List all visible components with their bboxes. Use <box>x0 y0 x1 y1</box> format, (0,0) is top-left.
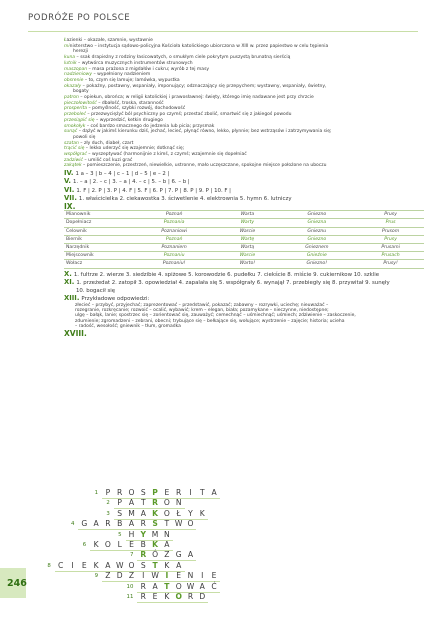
case-name: Dopełniacz <box>64 219 130 227</box>
crossword-cell: I <box>137 571 149 582</box>
crossword-cell: Ć <box>208 582 220 593</box>
crossword-cell: K <box>149 540 161 551</box>
crossword-cell: E <box>173 571 185 582</box>
glossary-definition: bogaty <box>73 89 89 95</box>
crossword-cell: D <box>196 592 208 603</box>
glossary-definition: – lekko uderzyć się wzajemnie; dotknąć się; <box>84 146 185 152</box>
glossary-entry <box>64 124 424 129</box>
crossword-cell: R <box>114 488 126 499</box>
glossary-term: obsrenie <box>64 77 84 83</box>
declined-form: Warto! <box>218 260 276 268</box>
crossword-cell: A <box>149 582 161 593</box>
header-divider <box>28 31 418 32</box>
declined-form: Prus <box>357 219 424 227</box>
declined-form: Poznaniowi <box>130 227 218 235</box>
glossary-entry <box>64 84 424 89</box>
glossary-term: trącić się <box>64 146 85 152</box>
crossword-cell: Z <box>102 571 114 582</box>
answer-xi: XI. 1. przeżedat 2. zatopił 3. opowiedział 4. zapalała się 5. współgrały 6. wynajął 7. przebiegły się 8. przywitał 9. sunęły <box>64 278 390 287</box>
crossword-cell: R <box>137 582 149 593</box>
answer-x: X. 1. fultrze 2. wierze 3. siedzibie 4. spiżowe 5. korowodzie 6. pudełku 7. ciekście 8. miście 9. cukiernikow 10. szklie <box>64 269 380 278</box>
declined-form: Prusy <box>357 211 424 219</box>
crossword-cell: I <box>67 561 79 572</box>
crossword-cell: K <box>196 509 208 520</box>
crossword-cell: O <box>126 561 138 572</box>
crossword-cell: L <box>114 540 126 551</box>
glossary-entry <box>64 152 424 157</box>
crossword-cell: P <box>102 488 114 499</box>
declined-form: Gnieznem <box>276 244 357 252</box>
crossword-row-number: 11 <box>126 594 134 600</box>
declined-form: Warta <box>218 211 276 219</box>
crossword-cell: A <box>90 519 102 530</box>
crossword-cell: R <box>149 498 161 509</box>
declined-form: Gnieznu <box>276 227 357 235</box>
crossword-row <box>102 488 220 498</box>
crossword-cell: Z <box>161 550 173 561</box>
declined-form: Poznania <box>130 219 218 227</box>
answer-xviii-label: XVIII. <box>64 328 87 338</box>
glossary-entry <box>64 129 424 134</box>
glossary-term: maszopan <box>64 66 88 72</box>
declined-form: Warcie <box>218 252 276 260</box>
crossword-cell: O <box>161 498 173 509</box>
glossary-term: współgrać <box>64 152 87 158</box>
glossary-definition: – umilić coś kuzi grać <box>83 157 133 163</box>
declined-form: Prusy! <box>357 260 424 268</box>
crossword-cell: B <box>114 519 126 530</box>
crossword-cell: T <box>149 561 161 572</box>
crossword-cell: R <box>137 519 149 530</box>
glossary-entry <box>64 78 424 83</box>
glossary-entry <box>64 106 424 111</box>
declined-form: Poznań <box>130 211 218 219</box>
answer-vii: VII. 1. właścicielka 2. ciekawostka 3. ściwetlenie 4. elektrownia 5. hymn 6. lutniczy <box>64 194 292 203</box>
declined-form: Poznań <box>130 235 218 243</box>
crossword-cell: W <box>185 582 197 593</box>
crossword-row-number: 7 <box>129 552 134 559</box>
declined-form: Warty <box>218 219 276 227</box>
crossword-cell: O <box>102 540 114 551</box>
crossword-cell: K <box>161 592 173 603</box>
glossary-entry <box>64 61 424 66</box>
glossary-term: przesiąpić się <box>64 117 95 123</box>
crossword-cell: Z <box>126 571 138 582</box>
declined-form: Warcie <box>218 227 276 235</box>
crossword-cell: Ł <box>173 509 185 520</box>
crossword-cell: A <box>102 561 114 572</box>
crossword-row <box>126 530 173 540</box>
crossword-row-number: 3 <box>106 510 110 517</box>
declension-table <box>64 210 424 268</box>
declined-form: Poznaniu! <box>130 260 218 268</box>
glossary-definition: – coś bardzo smacznego do jedzenia lub picia; przysmak <box>85 123 215 129</box>
declined-form: Prusach <box>357 252 424 260</box>
crossword-cell: A <box>185 550 197 561</box>
crossword-cell: S <box>114 509 126 520</box>
declined-form: Gniezno <box>276 211 357 219</box>
crossword-cell: P <box>149 488 161 499</box>
crossword-cell: O <box>185 519 197 530</box>
crossword-cell: E <box>161 488 173 499</box>
case-name: Celownik <box>64 227 130 235</box>
crossword-cell: D <box>114 571 126 582</box>
glossary-definition: – przezwyciężyć ból psychiczny po czymś; przestać zbolić, smartwić się z jakiegoś powodu <box>85 112 292 118</box>
glossary-entry <box>64 49 424 54</box>
answer-line: zdumienie; zgromadzeni – zebrani, obecni; trybujące się – bełkające się, wołujące; wystrzenie – zajęcie; historia; ucieha <box>75 318 345 324</box>
declined-form: Prusami <box>357 244 424 252</box>
crossword-cell: R <box>102 519 114 530</box>
glossary-entry <box>64 135 424 140</box>
crossword-cell: P <box>114 498 126 509</box>
crossword-cell: W <box>173 519 185 530</box>
case-name: Wołacz <box>64 260 130 268</box>
crossword-cell: I <box>196 571 208 582</box>
glossary-definition: – pokaźny, postawny, wspaniały, imponujący; odznaczający się przepychem; wystawny, wspaniały, świetny, <box>81 83 327 89</box>
glossary-entry <box>64 55 424 60</box>
glossary <box>64 38 424 169</box>
glossary-term: pieczołowitość <box>64 100 97 106</box>
declined-form: Poznaniu <box>130 252 218 260</box>
glossary-definition: – pomyślność, szybki rozwój, dochodowość <box>87 106 186 112</box>
glossary-definition: – zły duch, diabeł, czart <box>78 140 134 146</box>
answer-line: – radość, wesołość; gniewnik – tłum, gromadka <box>75 323 181 329</box>
table-row <box>64 211 424 219</box>
glossary-entry <box>64 95 424 100</box>
answer-xiii: XIII. Przykładowe odpowiedzi: <box>64 294 150 303</box>
crossword-cell: R <box>137 550 149 561</box>
crossword-cell: K <box>149 509 161 520</box>
crossword-cell: A <box>126 519 138 530</box>
table-row <box>64 219 424 227</box>
glossary-term: Ł <box>64 38 67 43</box>
glossary-term: przeboleć <box>64 112 86 118</box>
crossword-cell: K <box>90 540 102 551</box>
declined-form: Wartą <box>218 244 276 252</box>
declined-form: Gniezno! <box>276 260 357 268</box>
crossword-cell: T <box>161 519 173 530</box>
glossary-definition: – wyprzedzić, ketkin drugiego <box>94 117 163 123</box>
crossword-cell: O <box>126 488 138 499</box>
crossword-row <box>137 582 220 592</box>
glossary-entry <box>64 44 424 49</box>
table-row <box>64 235 424 243</box>
declined-form: Poznaniem <box>130 244 218 252</box>
crossword-cell: O <box>173 592 185 603</box>
glossary-definition: – dążyć w jakimś kierunku dziś, jechać, lecieć, płynąć równo, lekko, płynnie; bez wstrząsów i zatrzymywania się; <box>77 129 332 135</box>
glossary-term: kuna <box>64 55 76 61</box>
crossword-cell: A <box>161 540 173 551</box>
crossword-cell: N <box>185 571 197 582</box>
crossword-cell: E <box>78 561 90 572</box>
glossary-definition: – to, czym się lamuje; lamówka, wypustka <box>83 77 180 83</box>
crossword-cell: T <box>196 488 208 499</box>
answer-line: ulgę – bałąk, lanie; spostrzec się – zorientować się, zauważyć; cemechnąć – uśmiechnąć; uśmiech; zdziwienie – zaskoczenie, <box>75 313 356 319</box>
glossary-definition: – dbałość, troska, staranność <box>96 100 164 106</box>
glossary-term: okazały <box>64 83 82 89</box>
crossword-cell: M <box>126 509 138 520</box>
glossary-definition: – opiekun, obrońca; w religii katolickiej i prawosławnej: święty, którego imię nadawane jest przy chrzcie <box>78 95 314 101</box>
crossword-cell: W <box>149 571 161 582</box>
glossary-definition: nisterstwo – instytucja sądowo-policyjna Kościoła katolickiego ubiorczona w XIII w. przez papiestwo w celu tępienia <box>69 43 329 49</box>
crossword-cell: E <box>208 571 220 582</box>
crossword-cell: S <box>149 519 161 530</box>
crossword-row <box>55 561 185 571</box>
crossword-cell: H <box>126 530 138 541</box>
case-name: Narzędnik <box>64 244 130 252</box>
crossword-cell: R <box>137 592 149 603</box>
crossword-row-number: 4 <box>70 521 75 528</box>
glossary-term: zakątek <box>64 163 82 169</box>
table-row <box>64 260 424 268</box>
glossary-term: prosperita <box>64 106 88 112</box>
crossword-row <box>137 550 196 560</box>
glossary-term: szatan <box>64 140 79 146</box>
glossary-entry <box>64 163 424 168</box>
declined-form: Gniezna <box>276 219 357 227</box>
crossword-cell: I <box>185 488 197 499</box>
crossword-row <box>114 498 185 508</box>
case-name: Mianownik <box>64 211 130 219</box>
glossary-term: nadzieniowy <box>64 72 93 78</box>
glossary-term: mi <box>64 43 70 49</box>
crossword-cell: Ó <box>149 550 161 561</box>
crossword-cell: Y <box>185 509 197 520</box>
crossword-cell: E <box>126 540 138 551</box>
answer-iv: IV. 1 a – 3 | b – 4 | c – 1 | d – 5 | e – 2 | <box>64 168 170 177</box>
crossword-cell: T <box>161 582 173 593</box>
crossword-row-number: 1 <box>94 490 98 496</box>
page-number: 246 <box>7 578 27 589</box>
crossword-cell: E <box>149 592 161 603</box>
crossword-cell: N <box>161 530 173 541</box>
glossary-definition: – wytwórca muzycznych instrumentów strunowych <box>76 60 193 66</box>
answer-vi: VI. 1. F | 2. P | 3. P | 4. F | 5. F | 6. P | 7. P | 8. P | 9. P | 10. F | <box>64 185 231 194</box>
crossword-cell: K <box>161 561 173 572</box>
glossary-entry <box>64 118 424 123</box>
glossary-entry <box>64 146 424 151</box>
glossary-entry <box>64 89 424 94</box>
crossword-cell: A <box>137 509 149 520</box>
crossword-cell: M <box>149 530 161 541</box>
crossword-cell: W <box>114 561 126 572</box>
answers-content <box>64 38 424 337</box>
table-row <box>64 252 424 260</box>
crossword-cell: R <box>185 592 197 603</box>
crossword-cell: B <box>137 540 149 551</box>
crossword-cell: Y <box>137 530 149 541</box>
glossary-term: zadziwić <box>64 157 83 163</box>
glossary-definition: powoli się <box>73 134 96 140</box>
crossword-cell: N <box>173 498 185 509</box>
crossword-row-number: 5 <box>118 531 122 538</box>
crossword-cell: A <box>196 582 208 593</box>
glossary-definition: – wypełniony nadzieniem <box>92 72 151 78</box>
case-name: Biernik <box>64 235 130 243</box>
crossword-cell: I <box>161 571 173 582</box>
glossary-definition: – pomieszczenie, przestrzeń, niewielkie, ustronne, mało uczęszczane, spokojne miejsce położone na uboczu <box>81 163 327 169</box>
glossary-entry <box>64 38 424 43</box>
page-header: PODRÓŻE PO POLSCE <box>28 13 131 23</box>
answer-v: V. 1. – a | 2. – c | 3. – a | 4. – c | 5. – b | 6. – b | <box>64 177 190 186</box>
crossword-cell: O <box>173 582 185 593</box>
crossword-row-number: 8 <box>47 562 51 569</box>
glossary-definition: herezji <box>73 49 89 55</box>
crossword-cell: G <box>78 519 90 530</box>
crossword-row-number: 2 <box>106 500 110 507</box>
glossary-term: smokołyk <box>64 123 86 129</box>
glossary-definition: – ssak drapieżny z rodziny łasicowatych, o smukłym ciele pokrytym puszystą brunatną sierścią <box>75 55 291 61</box>
declined-form: Prusom <box>357 227 424 235</box>
glossary-entry <box>64 112 424 117</box>
crossword-row <box>114 509 208 519</box>
declined-form: Gnieźnie <box>276 252 357 260</box>
crossword-row-number: 10 <box>126 583 134 590</box>
answer-line: złecieć – przybyć, przyjechać; zaprezentować – przedstawić, pokazać; zabawny – rozrywki, uciechę; nieuważać – <box>75 302 329 308</box>
crossword-cell: G <box>173 550 185 561</box>
crossword-row-number: 9 <box>94 573 98 580</box>
crossword-cell: T <box>137 498 149 509</box>
crossword-row <box>90 540 173 550</box>
glossary-entry <box>64 72 424 77</box>
crossword-row-number: 6 <box>82 542 87 548</box>
case-name: Miejscownik <box>64 252 130 260</box>
glossary-term: sunąć <box>64 129 78 135</box>
glossary-definition: – masa prażona z migdałów i cukru; wyrób z tej masy <box>87 66 210 72</box>
glossary-term: lutnik <box>64 60 77 66</box>
crossword-cell: A <box>126 498 138 509</box>
answer-line: rozegranie, rozkręcanie; rozwoić – ocalić, wybawić; krem – elegan, biała; pozamykane – nieczynne, niedostępne; <box>75 308 329 314</box>
crossword-cell: R <box>173 488 185 499</box>
crossword-cell: C <box>55 561 67 572</box>
answer-xi-cont: 10. bogacił się <box>76 287 116 294</box>
answer-xiii-text <box>64 303 424 329</box>
crossword-cell: K <box>90 561 102 572</box>
crossword-row <box>137 592 208 602</box>
table-row <box>64 227 424 235</box>
glossary-definition: azienki – okazałe, szamnie, wystawnie <box>66 38 153 43</box>
table-row <box>64 244 424 252</box>
glossary-definition: – wyszeptywać (harmonijnie z kimś, z czymś; wzajemnie się dopełniać <box>86 152 247 158</box>
crossword-row <box>102 571 220 581</box>
crossword-row <box>78 519 196 529</box>
crossword-cell: S <box>137 561 149 572</box>
crossword-cell: A <box>208 488 220 499</box>
glossary-term: patron <box>64 95 79 101</box>
crossword-cell: A <box>173 561 185 572</box>
declined-form: Prusy <box>357 235 424 243</box>
crossword-cell: S <box>137 488 149 499</box>
answer-ix-label: IX. <box>64 202 76 212</box>
crossword-cell: O <box>161 509 173 520</box>
declined-form: Gniezno <box>276 235 357 243</box>
declined-form: Wartę <box>218 235 276 243</box>
glossary-entry <box>64 67 424 72</box>
